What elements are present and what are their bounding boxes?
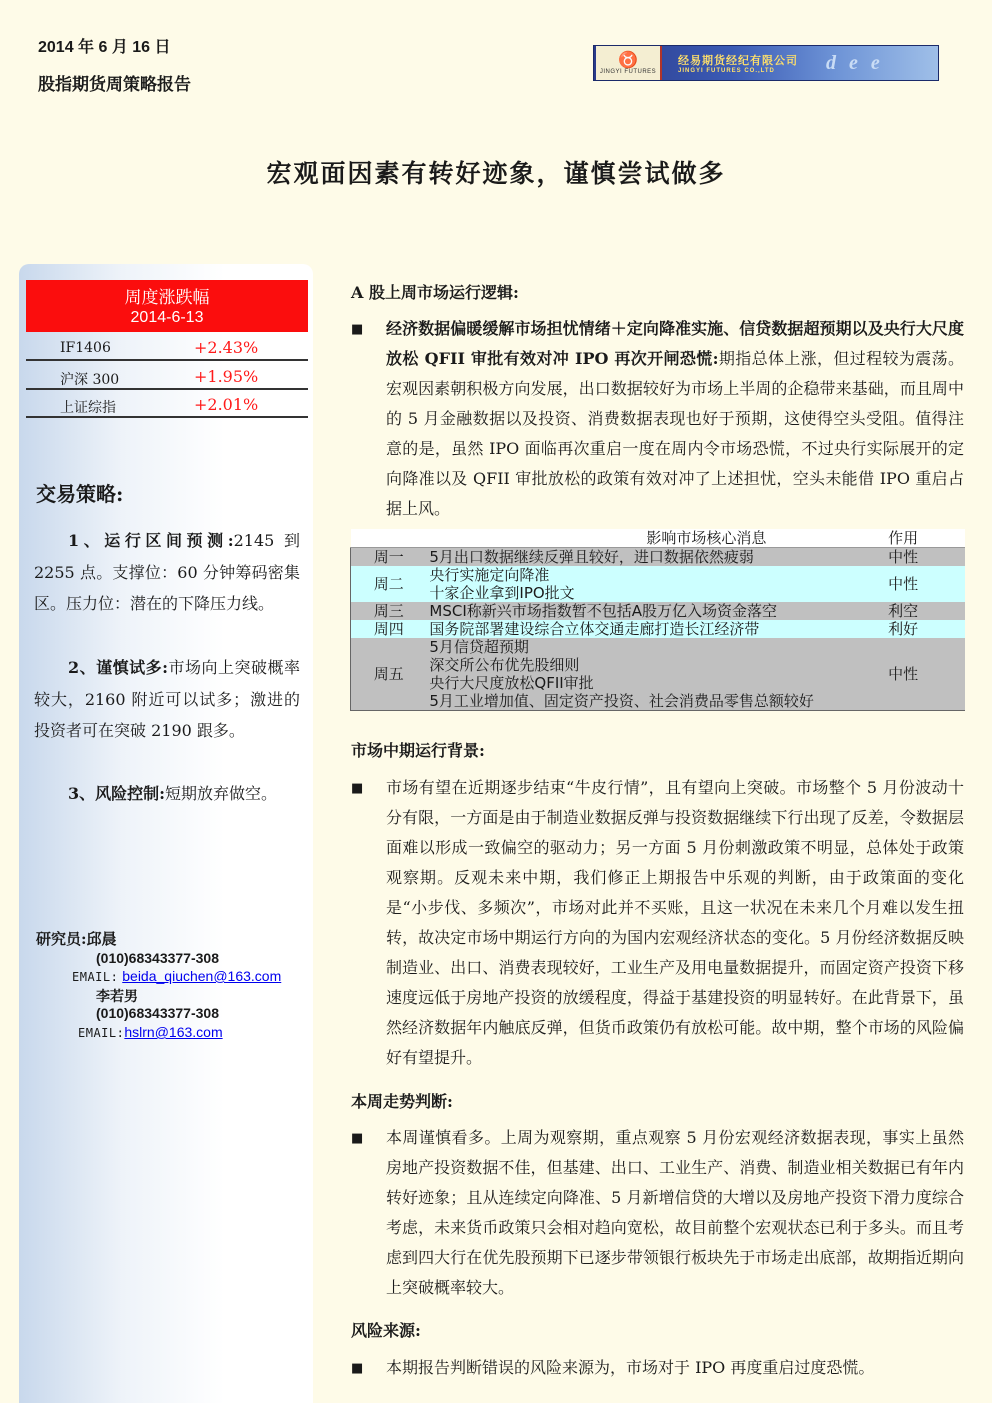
strategy-title: 交易策略: [36, 482, 124, 506]
strategy-item-text: 短期放弃做空。 [165, 784, 278, 803]
bull-icon: ♉ [618, 50, 638, 69]
performance-row [26, 335, 308, 361]
section-title: A 股上周市场运行逻辑: [351, 283, 519, 302]
strategy-item-label: 1、运行区间预测: [68, 531, 234, 550]
table-cell-effect: 中性 [844, 566, 965, 602]
performance-heading: 周度涨跌幅 [124, 288, 210, 308]
page-title: 宏观面因素有转好迹象，谨慎尝试做多 [266, 159, 726, 188]
table-row [351, 548, 966, 567]
performance-row [26, 392, 308, 418]
performance-name: 沪深 300 [60, 372, 120, 388]
table-cell-news [426, 620, 844, 638]
paragraph-text: 期指总体上涨，但过程较为震荡。宏观因素朝积极方向发展，出口数据较好为市场上半周的企稳带来基础，而且周中的 5 月金融数据以及投资、消费数据表现也好于预期，这使得空头受阻。值得注意的是，虽然 IPO 面临再次重启一度在周内令市场恐慌，不过央行实际展开的定向降准以及 QFII 审批放松的政策有效对冲了上述担忧，空头未能借 IPO 重启占据上风。 [386, 349, 964, 518]
section-paragraph: 市场有望在近期逐步结束“牛皮行情”，且有望向上突破。市场整个 5 月份波动十分有限，一方面是由于制造业数据反弹与投资数据继续下行出现了反差，令数据层面难以形成一致偏空的驱动力；另一方面 5 月份刺激政策不明显，总体处于政策观察期。反观未来中期，我们修正上期报告中乐观的判断，由于政策面的变化是“小步伐、多频次”，市场对此并不买账，且这一状况在未来几个月难以发生扭转，故决定市场中期运行方向的为国内宏观经济状态的变化。5 月份经济数据反映制造业、出口、消费表现较好，工业生产及用电量数据提升，而固定资产投资下移速度远低于房地产投资的放缓程度，得益于基建投资的明显转好。在此背景下，虽然经济数据年内触底反弹，但货币政策仍有放松可能。故中期，整个市场的风险偏好有望提升。 [386, 778, 964, 1067]
researcher-phone: (010)68343377-308 [96, 1005, 219, 1021]
bullet-icon: ■ [351, 1131, 364, 1146]
report-date: 2014 年 6 月 16 日 [38, 39, 171, 56]
email-label: EMAIL: [72, 970, 119, 984]
bullet-icon: ■ [351, 322, 364, 337]
news-line: MSCI称新兴市场指数暂不包括A股万亿入场资金落空 [429, 602, 778, 620]
section-paragraph: 本周谨慎看多。上周为观察期，重点观察 5 月份宏观经济数据表现，事实上虽然房地产投资数据不佳，但基建、出口、工业生产、消费、制造业相关数据已有年内转好迹象；且从连续定向降准、5 月新增信贷的大增以及房地产投资下滑力度综合考虑，未来货币政策只会相对趋向宽松，故目前整个宏观状态已利于多头。而且考虑到四大行在优先股预期下已逐步带领银行板块先于市场走出底部，故期指近期向上突破概率较大。 [386, 1128, 964, 1297]
table-cell-effect: 利好 [844, 620, 965, 638]
report-type: 股指期货周策略报告 [38, 75, 191, 95]
strategy-item-label: 3、风险控制: [68, 784, 166, 803]
table-header-row [351, 529, 966, 548]
performance-name: IF1406 [60, 340, 111, 356]
performance-header [26, 280, 308, 332]
table-cell-effect: 中性 [844, 638, 965, 711]
table-cell-day: 周二 [351, 566, 427, 602]
table-cell-news [426, 566, 844, 602]
logo-names [678, 52, 798, 74]
news-line: 5月工业增加值、固定资产投资、社会消费品零售总额较好 [429, 692, 814, 710]
email-label: EMAIL: [78, 1026, 125, 1040]
strategy-item-text: 市场向上突破概率较大，2160 附近可以试多；激进的投资者可在突破 2190 跟多。 [34, 658, 300, 740]
performance-date: 2014-6-13 [130, 309, 204, 326]
sidebar [19, 264, 313, 1403]
table-cell-day: 周三 [351, 602, 427, 620]
table-row [351, 620, 966, 638]
logo-decoration: d e e [826, 51, 884, 74]
performance-row [26, 364, 308, 390]
researcher-label-text: 研究员: [36, 930, 87, 948]
paragraph-lead: 经济数据偏暖缓解市场担忧情绪＋定向降准实施、信贷数据超预期以及央行大尺度放松 QFII 审批有效对冲 IPO 再次开闸恐慌: [386, 319, 964, 368]
performance-value: +2.01% [194, 395, 259, 414]
researcher-name: 李若男 [96, 989, 138, 1005]
section-title: 本周走势判断: [351, 1092, 453, 1111]
table-cell-news [426, 638, 844, 711]
table-row [351, 566, 966, 602]
table-row [351, 638, 966, 711]
logo-company-en: JINGYI FUTURES CO.,LTD [678, 68, 775, 74]
logo-mark-text: JINGYI FUTURES [599, 69, 657, 75]
performance-name: 上证综指 [60, 400, 116, 416]
news-line: 国务院部署建设综合立体交通走廊打造长江经济带 [429, 620, 760, 638]
table-cell-news [426, 602, 844, 620]
bullet-icon: ■ [351, 781, 364, 796]
researcher-email [72, 968, 281, 984]
email-link[interactable]: beida_qiuchen@163.com [122, 968, 282, 984]
news-line: 十家企业拿到IPO批文 [429, 584, 575, 602]
section-title: 风险来源: [351, 1321, 421, 1340]
table-cell-day: 周四 [351, 620, 427, 638]
logo-mark [596, 46, 662, 80]
news-line: 深交所公布优先股细则 [429, 656, 580, 674]
researcher-name: 邱晨 [86, 930, 117, 948]
table-header: 影响市场核心消息 [426, 529, 844, 548]
researcher-phone: (010)68343377-308 [96, 950, 219, 966]
researcher-label [36, 928, 117, 949]
strategy-item [34, 652, 300, 747]
strategy-item [34, 525, 300, 620]
section-paragraph [386, 314, 964, 524]
table-cell-day: 周一 [351, 548, 427, 567]
email-link[interactable]: hslrn@163.com [124, 1024, 223, 1040]
table-cell-day: 周五 [351, 638, 427, 711]
table-cell-effect: 利空 [844, 602, 965, 620]
performance-value: +1.95% [194, 367, 259, 386]
section-title: 市场中期运行背景: [351, 741, 485, 760]
company-logo [593, 45, 939, 81]
strategy-item [34, 778, 300, 810]
news-line: 5月信贷超预期 [429, 638, 529, 656]
table-header: 作用 [844, 529, 965, 548]
researcher-email [78, 1024, 223, 1040]
logo-company-cn: 经易期货经纪有限公司 [678, 54, 798, 67]
strategy-item-label: 2、谨慎试多: [68, 658, 169, 677]
news-table [350, 529, 965, 711]
news-line: 5月出口数据继续反弹且较好，进口数据依然疲弱 [429, 548, 754, 566]
performance-value: +2.43% [194, 338, 259, 357]
section-paragraph: 本期报告判断错误的风险来源为，市场对于 IPO 再度重启过度恐慌。 [386, 1358, 875, 1377]
table-cell-effect: 中性 [844, 548, 965, 567]
table-cell-news [426, 548, 844, 567]
news-line: 央行实施定向降准 [429, 566, 550, 584]
news-line: 央行大尺度放松QFII审批 [429, 674, 594, 692]
strategy-item-text: 2145 到 2255 点。支撑位：60 分钟筹码密集区。压力位：潜在的下降压力线。 [34, 531, 300, 613]
table-header [351, 529, 427, 548]
bullet-icon: ■ [351, 1361, 364, 1376]
table-row [351, 602, 966, 620]
